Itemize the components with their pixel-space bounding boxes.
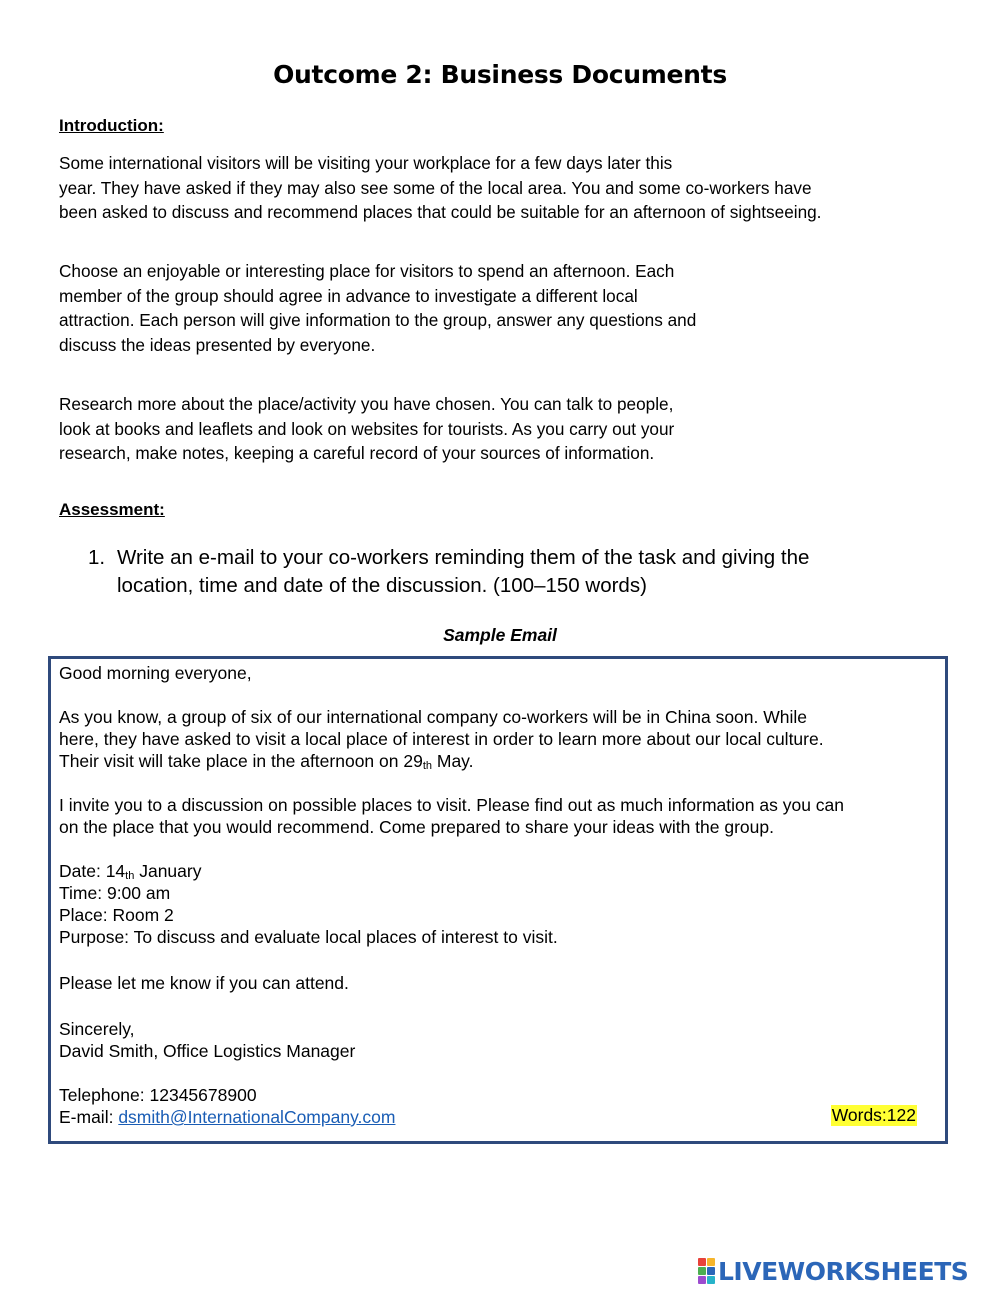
- date-text: Date: 14: [59, 861, 126, 881]
- logo-blocks-icon: [698, 1258, 715, 1284]
- meeting-date: [59, 861, 201, 882]
- email-signature: David Smith, Office Logistics Manager: [59, 1041, 356, 1061]
- contact-email: [59, 1107, 395, 1128]
- logo-text: LIVEWORKSHEETS: [718, 1256, 969, 1286]
- email-body-line: here, they have asked to visit a local place of interest in order to learn more about our local culture.: [59, 729, 824, 749]
- sample-email-title: Sample Email: [443, 625, 557, 645]
- sample-email-box: [48, 656, 948, 1144]
- email-link[interactable]: dsmith@InternationalCompany.com: [118, 1107, 396, 1127]
- text-line: Research more about the place/activity you have chosen. You can talk to people,: [59, 394, 674, 414]
- intro-paragraph-1: [59, 151, 821, 225]
- visit-month-text: May.: [432, 751, 474, 771]
- logo-block: [707, 1258, 715, 1266]
- introduction-heading: Introduction:: [59, 116, 164, 135]
- logo-block: [698, 1267, 706, 1275]
- logo-block: [698, 1258, 706, 1266]
- task-number: 1.: [88, 546, 106, 569]
- task-text: [117, 544, 809, 600]
- meeting-place: Place: Room 2: [59, 905, 174, 925]
- word-count-badge: Words:122: [831, 1105, 916, 1125]
- text-line: Choose an enjoyable or interesting place for visitors to spend an afternoon. Each: [59, 261, 675, 281]
- meeting-time: Time: 9:00 am: [59, 883, 171, 903]
- intro-paragraph-2: [59, 259, 696, 357]
- email-body-line: I invite you to a discussion on possible places to visit. Please find out as much information as you can: [59, 795, 845, 815]
- text-line: look at books and leaflets and look on websites for tourists. As you carry out your: [59, 418, 675, 439]
- logo-block: [707, 1267, 715, 1275]
- email-greeting: Good morning everyone,: [59, 663, 252, 683]
- text-line: attraction. Each person will give information to the group, answer any questions and: [59, 310, 697, 330]
- meeting-purpose: Purpose: To discuss and evaluate local places of interest to visit.: [59, 927, 558, 947]
- logo-block: [698, 1276, 706, 1284]
- date-month: January: [134, 861, 202, 881]
- logo-block: [707, 1276, 715, 1284]
- intro-paragraph-3: [59, 392, 674, 466]
- text-line: been asked to discuss and recommend places that could be suitable for an afternoon of sightseeing.: [59, 202, 822, 222]
- text-line: Some international visitors will be visiting your workplace for a few days later this: [59, 153, 673, 173]
- email-label: E-mail:: [59, 1107, 119, 1127]
- text-line: year. They have asked if they may also see some of the local area. You and some co-workers have: [59, 177, 812, 198]
- text-line: discuss the ideas presented by everyone.: [59, 334, 376, 355]
- email-closing: Sincerely,: [59, 1019, 135, 1039]
- text-line: location, time and date of the discussion. (100–150 words): [117, 574, 647, 597]
- liveworksheets-logo[interactable]: [698, 1258, 968, 1284]
- email-body-line: [59, 751, 474, 772]
- assessment-heading: Assessment:: [59, 500, 165, 519]
- email-body-line: on the place that you would recommend. Come prepared to share your ideas with the group.: [59, 817, 774, 837]
- text-line: research, make notes, keeping a careful record of your sources of information.: [59, 443, 655, 463]
- attendance-request: Please let me know if you can attend.: [59, 973, 349, 993]
- text-line: member of the group should agree in advance to investigate a different local: [59, 285, 638, 306]
- ordinal-suffix: th: [125, 870, 135, 882]
- page-title: Outcome 2: Business Documents: [273, 60, 727, 89]
- contact-telephone: Telephone: 12345678900: [59, 1085, 257, 1105]
- text-line: Write an e-mail to your co-workers reminding them of the task and giving the: [117, 546, 810, 569]
- email-body-line: As you know, a group of six of our international company co-workers will be in China soon. While: [59, 707, 808, 727]
- ordinal-suffix: th: [422, 760, 432, 772]
- visit-date-text: Their visit will take place in the afternoon on 29: [59, 751, 423, 771]
